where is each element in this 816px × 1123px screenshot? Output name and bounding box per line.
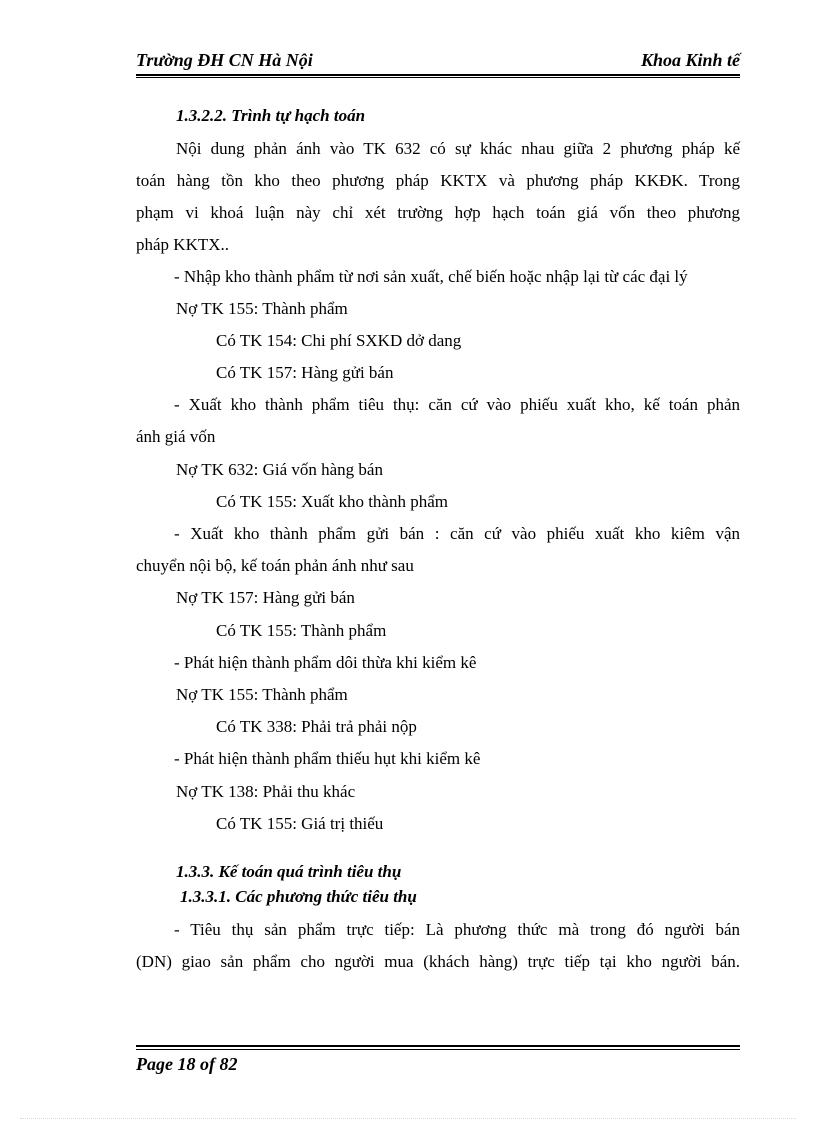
section-heading: 1.3.2.2. Trình tự hạch toán bbox=[176, 106, 366, 125]
paragraph-line: Nội dung phản ánh vào TK 632 có sự khác nhau giữa 2 phương pháp kế bbox=[176, 139, 740, 158]
bullet-line: - Nhập kho thành phẩm từ nơi sản xuất, chế biến hoặc nhập lại từ các đại lý bbox=[174, 267, 688, 286]
paragraph-line: phạm vi khoá luận này chỉ xét trường hợp hạch toán giá vốn theo phương bbox=[136, 203, 740, 222]
page-number: Page 18 of 82 bbox=[136, 1054, 238, 1074]
paragraph-line: ánh giá vốn bbox=[136, 427, 216, 446]
debit-entry: Nợ TK 632: Giá vốn hàng bán bbox=[176, 460, 383, 479]
debit-entry: Nợ TK 157: Hàng gửi bán bbox=[176, 588, 355, 607]
credit-entry: Có TK 154: Chi phí SXKD dở dang bbox=[216, 331, 462, 350]
credit-entry: Có TK 155: Xuất kho thành phẩm bbox=[216, 492, 448, 511]
bullet-line: - Xuất kho thành phẩm tiêu thụ: căn cứ vào phiếu xuất kho, kế toán phản bbox=[174, 395, 740, 414]
footer-rule bbox=[136, 1045, 740, 1047]
paragraph-line: pháp KKTX.. bbox=[136, 235, 230, 254]
bullet-line: - Phát hiện thành phẩm dôi thừa khi kiểm kê bbox=[174, 653, 477, 672]
section-heading: 1.3.3. Kế toán quá trình tiêu thụ bbox=[176, 862, 402, 881]
header-rule bbox=[136, 74, 740, 76]
footer-rule-thin bbox=[136, 1049, 740, 1050]
paragraph-line: (DN) giao sản phẩm cho người mua (khách hàng) trực tiếp tại kho người bán. bbox=[136, 952, 740, 971]
debit-entry: Nợ TK 138: Phải thu khác bbox=[176, 782, 356, 801]
header-faculty: Khoa Kinh tế bbox=[640, 50, 740, 70]
debit-entry: Nợ TK 155: Thành phẩm bbox=[176, 685, 348, 704]
debit-entry: Nợ TK 155: Thành phẩm bbox=[176, 299, 348, 318]
paragraph-line: chuyển nội bộ, kế toán phản ánh như sau bbox=[136, 556, 414, 575]
credit-entry: Có TK 157: Hàng gửi bán bbox=[216, 363, 394, 382]
header-school: Trường ĐH CN Hà Nội bbox=[136, 50, 313, 70]
subsection-heading: 1.3.3.1. Các phương thức tiêu thụ bbox=[180, 887, 417, 906]
credit-entry: Có TK 338: Phải trả phải nộp bbox=[216, 717, 417, 736]
page-edge-dots bbox=[20, 1118, 796, 1119]
paragraph-line: toán hàng tồn kho theo phương pháp KKTX và phương pháp KKĐK. Trong bbox=[136, 171, 740, 190]
credit-entry: Có TK 155: Thành phẩm bbox=[216, 621, 387, 640]
credit-entry: Có TK 155: Giá trị thiếu bbox=[216, 814, 384, 833]
bullet-line: - Tiêu thụ sản phẩm trực tiếp: Là phương thức mà trong đó người bán bbox=[174, 920, 740, 939]
bullet-line: - Phát hiện thành phẩm thiếu hụt khi kiểm kê bbox=[174, 749, 481, 768]
bullet-line: - Xuất kho thành phẩm gửi bán : căn cứ vào phiếu xuất kho kiêm vận bbox=[174, 524, 740, 543]
header-rule-thin bbox=[136, 77, 740, 78]
